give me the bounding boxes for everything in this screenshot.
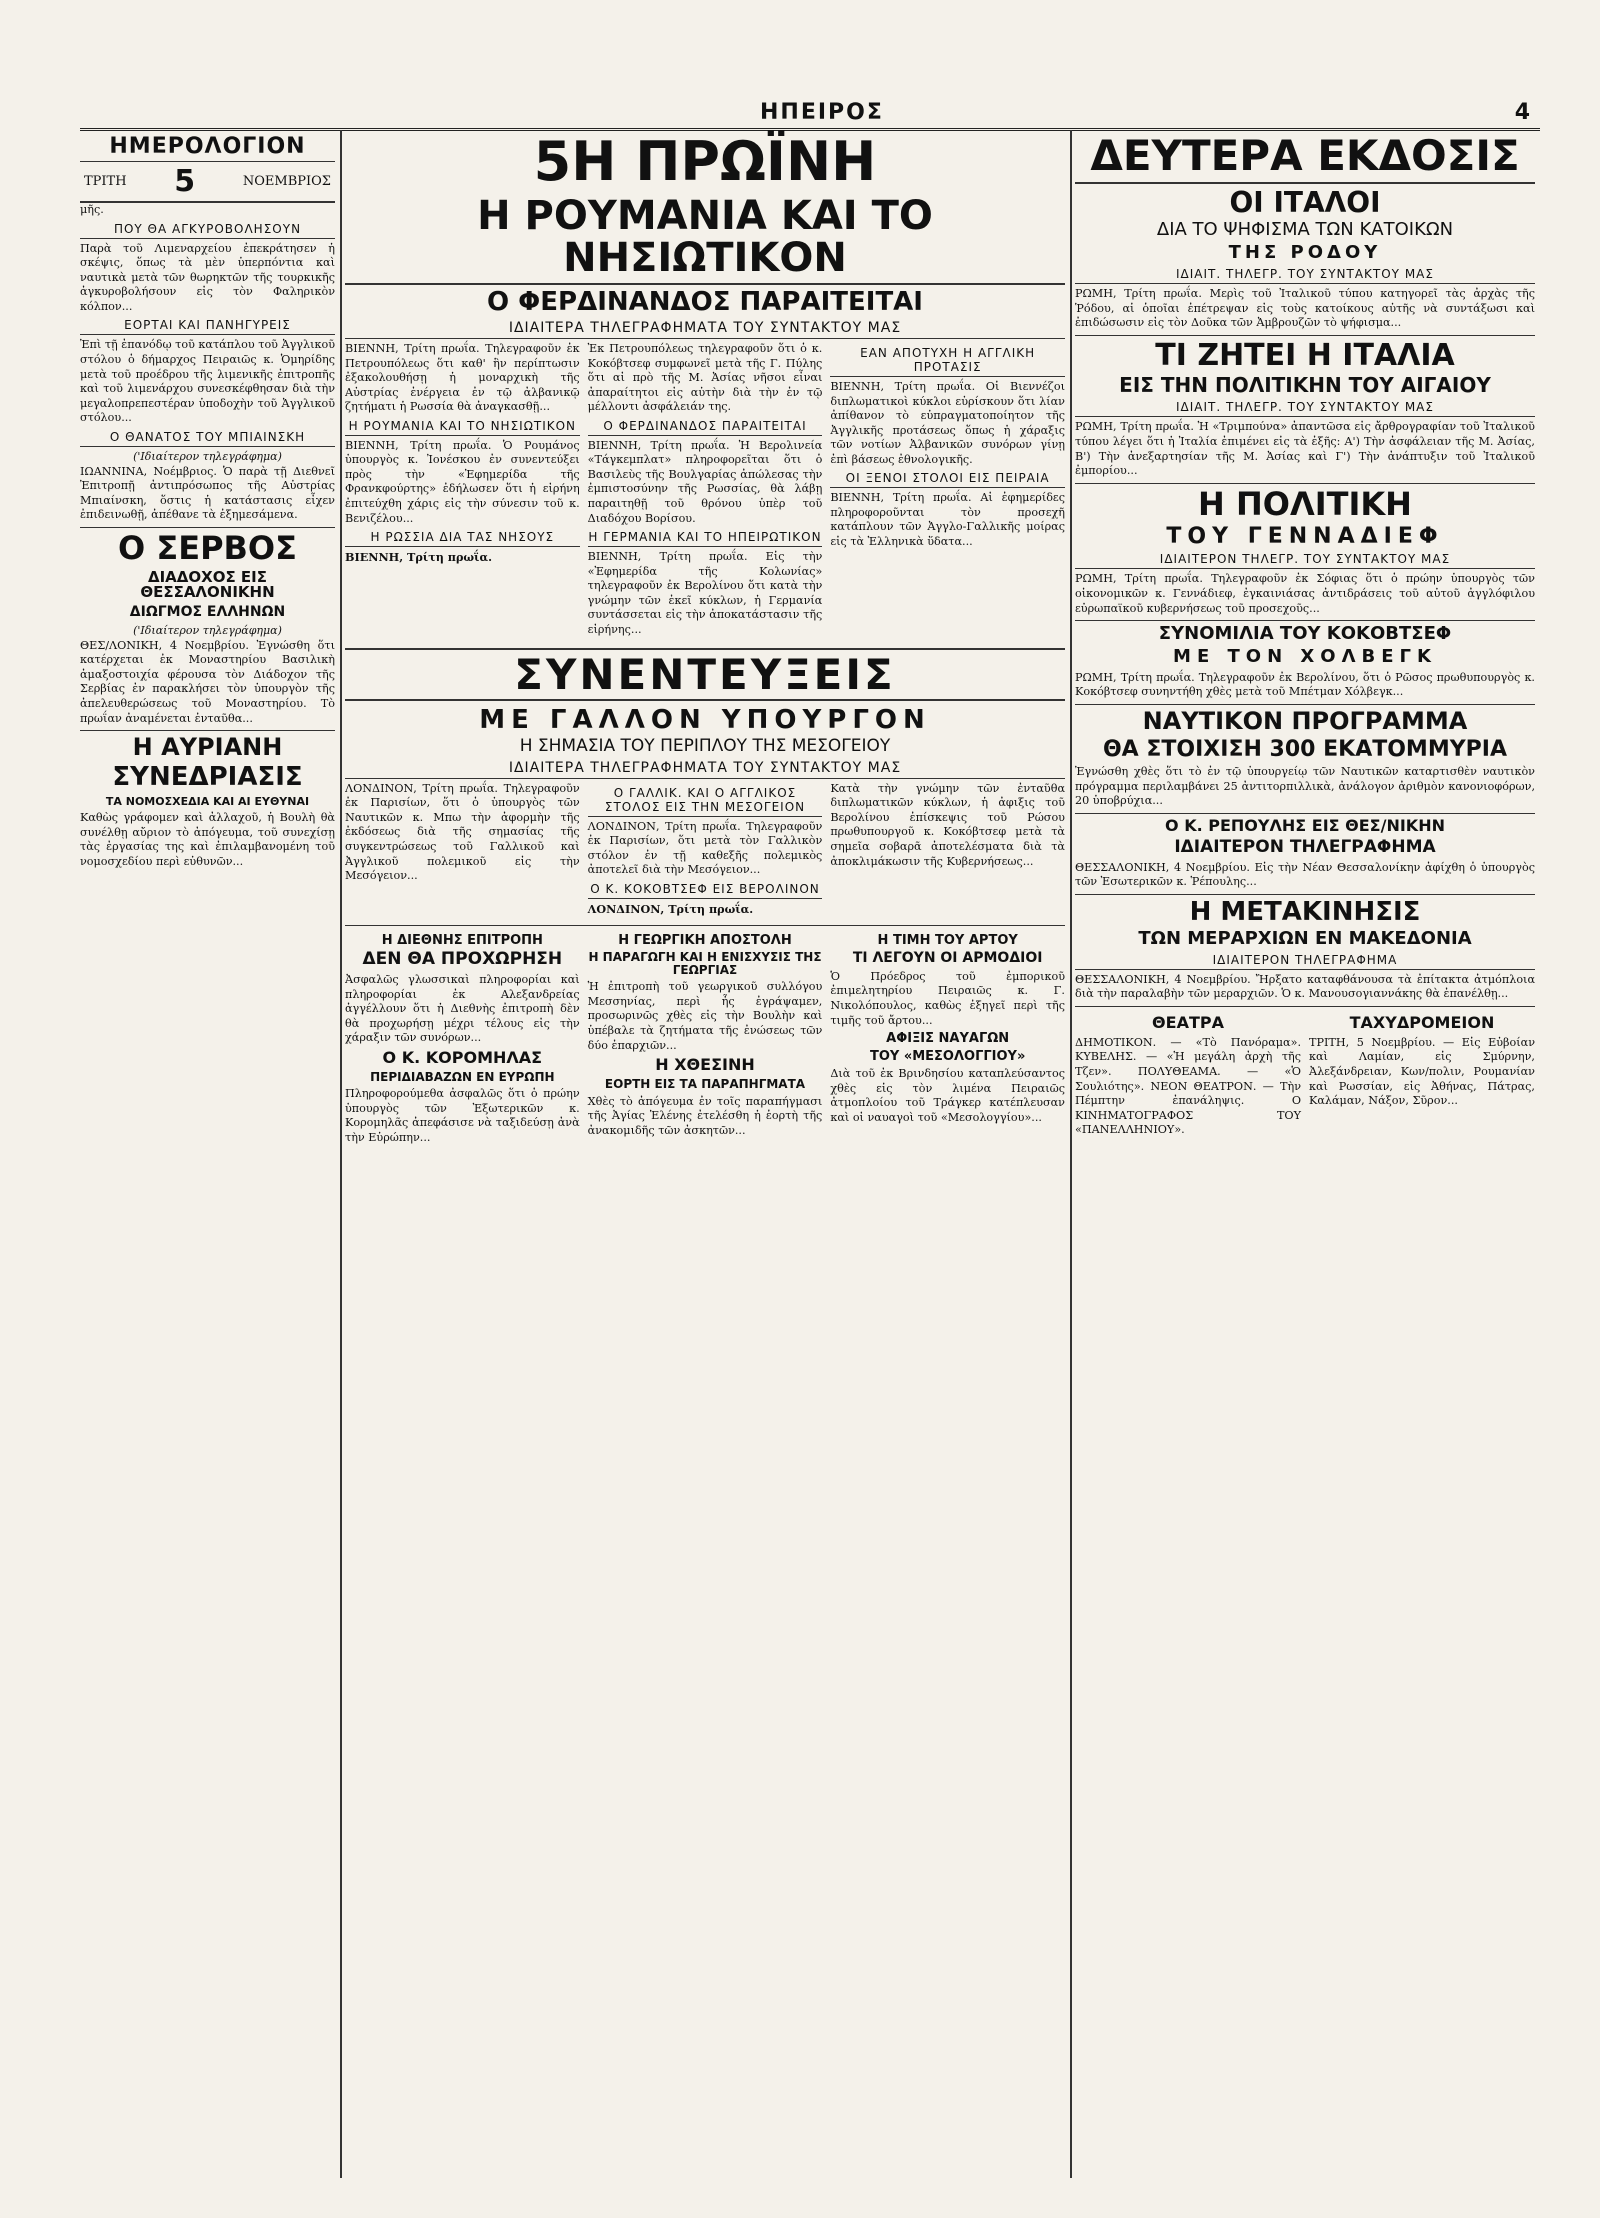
headline: Ο Κ. ΡΕΠΟΥΛΗΣ ΕΙΣ ΘΕΣ/ΝΙΚΗΝ xyxy=(1165,815,1445,835)
subheadline: ΔΙΑΔΟΧΟΣ ΕΙΣ ΘΕΣΣΑΛΟΝΙΚΗΝ xyxy=(140,567,275,602)
article-text: ΡΩΜΗ, Τρίτη πρωΐα. Τηλεγραφοῦν ἐκ Βερολίνου, ὅτι ὁ Ρῶσος πρωθυπουργὸς κ. Κοκόβτσεφ συνηντήθη χθὲς μετὰ τοῦ Μπέτμαν Χόλβεγκ... xyxy=(1075,670,1535,699)
article-text: ΘΕΣΣΑΛΟΝΙΚΗ, 4 Νοεμβρίου. Ἤρξατο καταφθάνουσα τὰ ἐπίτακτα ἀτμόπλοια διὰ τὴν παραλαβὴν τῶν μεραρχιῶν. Ὁ κ. Μανουσογιαννάκης θὰ ἐπανέλθῃ... xyxy=(1075,972,1535,1001)
subheadline: ΤΗΣ ΡΟΔΟΥ xyxy=(1228,242,1382,264)
page-number: 4 xyxy=(1514,100,1530,125)
article-text: ΒΙΕΝΝΗ, Τρίτη πρωΐα. Τηλεγραφοῦν ἐκ Πετρουπόλεως ὅτι καθ' ἣν περίπτωσιν ἐξακολουθήσῃ ἡ μοναρχικὴ τῆς Αὐστρίας ἐνέργεια ἐν τῷ ἀλβανικῷ ζητήματι ἡ Ρωσσία θὰ ἀναγκασθῇ... xyxy=(345,341,580,414)
article-text: Παρὰ τοῦ Λιμεναρχείου ἐπεκράτησεν ἡ σκέψις, ὅπως τὰ μὲν ὑπερπόντια καὶ ναυτικὰ μετὰ τῶν θωρηκτῶν τῆς τουρκικῆς ἀγκυροβολήσουν εἰς τὸν Φαληρικὸν κόλπον... xyxy=(80,241,335,313)
telegram-note: ('Ιδιαίτερον τηλεγράφημα) xyxy=(133,623,282,637)
calendar-day: 5 xyxy=(174,164,196,199)
article-text: ΒΙΕΝΝΗ, Τρίτη πρωΐα. Οἱ Βιεννέζοι διπλωματικοὶ κύκλοι εὑρίσκουν ὅτι λίαν ἀπίθανον τὸ εὐπραγματοποίητον τῆς Ἀγγλικῆς προτάσεως ὅπως ἡ χάραξις τῶν νοτίων Ἀλβανικῶν συνόρων γίνῃ ἐπὶ βάσεως ἐθνολογικῆς. xyxy=(830,379,1065,466)
column-rule xyxy=(340,130,342,2178)
calendar-month: ΝΟΕΜΒΡΙΟΣ xyxy=(242,174,331,189)
article-text: ΛΟΝΔΙΝΟΝ, Τρίτη πρωΐα. Τηλεγραφοῦν ἐκ Παρισίων, ὅτι ὁ ὑπουργὸς τῶν Ναυτικῶν κ. Μπω τὴν ἀφορμὴν τῆς ἐκδόσεως διὰ τῆς σημασίας τῆς συγκεντρώσεως τοῦ Γαλλικοῦ καὶ Ἀγγλικοῦ πολεμικοῦ εἰς τὴν Μεσόγειον... xyxy=(345,781,580,883)
headline: Ο Κ. ΚΟΡΟΜΗΛΑΣ xyxy=(382,1047,543,1067)
headline: Η ΜΕΤΑΚΙΝΗΣΙΣ xyxy=(1189,896,1421,927)
notices-columns xyxy=(1075,1011,1535,1142)
right-column xyxy=(1075,130,1535,2178)
article-text: Πληροφορούμεθα ἀσφαλῶς ὅτι ὁ πρώην ὑπουργὸς τῶν Ἐξωτερικῶν κ. Κορομηλᾶς ἀπεφάσισε νὰ ταξιδεύσῃ ἀνὰ τὴν Εὐρώπην... xyxy=(345,1087,580,1144)
article-text: Κατὰ τὴν γνώμην τῶν ἐνταῦθα διπλωματικῶν κύκλων, ἡ ἀφιξις τοῦ Βερολίνου ἐπίσκεψις τοῦ Ρώσου πρωθυπουργοῦ κ. Κοκόβτσεφ μετὰ τὰ σημεῖα σοβαρᾶ ἀποτελέσματα διὰ τὰ ἀποκλιμάκωσιν τῆς Κυβερνήσεως... xyxy=(830,781,1065,868)
section-title: ΕΑΝ ΑΠΟΤΥΧΗ Η ΑΓΓΛΙΚΗ ΠΡΟΤΑΣΙΣ xyxy=(830,346,1065,377)
article-text: Χθὲς τὸ ἀπόγευμα ἐν τοῖς παραπήγμασι τῆς Ἀγίας Ἑλένης ἐτελέσθη ἡ ἑορτὴ τῆς ἀνακομιδῆς τῶν ἀσκητῶν... xyxy=(587,1094,823,1137)
article-text: ΛΟΝΔΙΝΟΝ, Τρίτη πρωΐα. Τηλεγραφοῦν ἐκ Παρισίων, ὅτι μετὰ τὸν Γαλλικὸν στόλον ἐν τῇ καθεξῆς πολεμικὸς ἀποτελεῖ διὰ τὴν Μεσόγειον... xyxy=(587,819,823,877)
article-text: ΡΩΜΗ, Τρίτη πρωΐα. Μερὶς τοῦ Ἰταλικοῦ τύπου κατηγορεῖ τὰς ἀρχὰς τῆς Ῥόδου, αἱ ὁποῖαι ἐπέτρεψαν εἰς τοὺς κατοίκους αὐτῆς νὰ συντάξωσι καὶ ἐπιδώσωσιν εἰς τὸν Δοῦκα τῶν Ἀμβρουζῶν τὸ ψήφισμα... xyxy=(1075,287,1535,330)
telegram-columns xyxy=(345,342,1065,642)
telegram-label: ΙΔΙΑΙΤΕΡΟΝ ΤΗΛΕΓΡ. ΤΟΥ ΣΥΝΤΑΚΤΟΥ ΜΑΣ xyxy=(1075,552,1535,569)
headline: Η ΡΟΥΜΑΝΙΑ ΚΑΙ ΤΟ ΝΗΣΙΩΤΙΚΟΝ xyxy=(345,195,1065,285)
article-text: Ὁ Πρόεδρος τοῦ ἐμπορικοῦ ἐπιμελητηρίου Πειραιῶς κ. Γ. Νικολόπουλος, καθὼς ἐξηγεῖ περὶ τῆς τιμῆς τοῦ ἄρτου... xyxy=(830,969,1065,1027)
headline: Η ΔΙΕΘΝΗΣ ΕΠΙΤΡΟΠΗ xyxy=(381,932,543,948)
article-text: ΒΙΕΝΝΗ, Τρίτη πρωΐα. Ὁ Ρουμάνος ὑπουργὸς κ. Ἰονέσκου ἐν συνεντεύξει πρὸς τὴν «Ἐφημερίδα τῆς Φρανκφούρτης» ἐδήλωσεν ὅτι ἡ εἰρήνη ἐπιτεύχθη χάρις εἰς τὴν σύνεσιν τοῦ κ. Βενιζέλου... xyxy=(345,438,580,525)
subheadline: ΕΙΣ ΤΗΝ ΠΟΛΙΤΙΚΗΝ ΤΟΥ ΑΙΓΑΙΟΥ xyxy=(1119,373,1491,398)
section-title: Ο ΓΑΛΛΙΚ. ΚΑΙ Ο ΑΓΓΛΙΚΟΣ ΣΤΟΛΟΣ ΕΙΣ ΤΗΝ ΜΕΣΟΓΕΙΟΝ xyxy=(588,786,823,817)
headline: Η ΠΟΛΙΤΙΚΗ xyxy=(1198,484,1412,523)
subheadline: Η ΠΑΡΑΓΩΓΗ ΚΑΙ Η ΕΝΙΣΧΥΣΙΣ ΤΗΣ ΓΕΩΡΓΙΑΣ xyxy=(588,950,822,977)
interview-columns xyxy=(345,782,1065,921)
telegram-note: ('Ιδιαίτερον τηλεγράφημα) xyxy=(133,449,282,463)
subheadline: ΘΑ ΣΤΟΙΧΙΣΗ 300 ΕΚΑΤΟΜΜΥΡΙΑ xyxy=(1102,737,1507,763)
headline: ΣΥΝΕΔΡΙΑΣΙΣ xyxy=(112,762,303,793)
subheadline: Ο ΦΕΡΔΙΝΑΝΔΟΣ ΠΑΡΑΙΤΕΙΤΑΙ xyxy=(487,286,923,317)
headline: ΣΥΝΟΜΙΛΙΑ ΤΟΥ ΚΟΚΟΒΤΣΕΦ xyxy=(1158,623,1452,645)
article-text: ΘΕΣ/ΛΟΝΙΚΗ, 4 Νοεμβρίου. Ἐγνώσθη ὅτι κατέρχεται ἐκ Μοναστηρίου Βασιλικὴ ἀμαξοστοιχία φέρουσα τὸν Διάδοχον τῆς Σερβίας ἐν παρακλήσει τὸν ὑπουργὸν τῆς ἀπελευθερώσεως τοῦ Μοναστηρίου. Τὸ πρωΐαν ἀναμένεται ἐνταῦθα... xyxy=(80,638,335,725)
post-title: ΤΑΧΥΔΡΟΜΕΙΟΝ xyxy=(1349,1013,1495,1033)
headline: Η ΧΘΕΣΙΝΗ xyxy=(655,1055,755,1075)
center-column xyxy=(345,130,1065,2178)
article-text: Ἐπὶ τῇ ἐπανόδῳ τοῦ κατάπλου τοῦ Ἀγγλικοῦ στόλου ὁ δήμαρχος Πειραιῶς κ. Ὁμηρίδης μετὰ τοῦ προέδρου τῆς λιμενικῆς ἐπιτροπῆς καὶ τοῦ λιμενάρχου συνεσκέφθησαν διὰ τὴν μεγαλοπρεπεστέραν ὑποδοχὴν τοῦ Ἀγγλικοῦ στόλου... xyxy=(80,338,335,425)
article-text: ΒΙΕΝΝΗ, Τρίτη πρωΐα. Εἰς τὴν «Ἐφημερίδα τῆς Κολωνίας» τηλεγραφοῦν ἐκ Βερολίνου ὅτι κατὰ τὴν γνώμην τῶν ἐκεῖ κύκλων, ἡ Γερμανία συντάσσεται εἰς τὴν ἀποκατάστασιν τῆς εἰρήνης... xyxy=(587,550,823,636)
newspaper-name: ΗΠΕΙΡΟΣ xyxy=(760,100,884,125)
calendar-weekday: ΤΡΙΤΗ xyxy=(84,174,127,189)
subheadline: ΕΟΡΤΗ ΕΙΣ ΤΑ ΠΑΡΑΠΗΓΜΑΤΑ xyxy=(604,1076,806,1091)
subheadline: ΤΙ ΛΕΓΟΥΝ ΟΙ ΑΡΜΟΔΙΟΙ xyxy=(852,950,1043,967)
article-text: ΘΕΣΣΑΛΟΝΙΚΗ, 4 Νοεμβρίου. Εἰς τὴν Νέαν Θεσσαλονίκην ἀφίχθη ὁ ὑπουργὸς τῶν Ἐσωτερικῶν κ. Ῥέπουλης... xyxy=(1075,860,1535,889)
headline: Η ΓΕΩΡΓΙΚΗ ΑΠΟΣΤΟΛΗ xyxy=(618,932,792,948)
edition-banner: 5Η ΠΡΩΪΝΗ xyxy=(533,130,877,193)
subheadline: ΤΑ ΝΟΜΟΣΧΕΔΙΑ ΚΑΙ ΑΙ ΕΥΘΥΝΑΙ xyxy=(105,794,310,808)
subheadline: ΤΩΝ ΜΕΡΑΡΧΙΩΝ ΕΝ ΜΑΚΕΔΟΝΙΑ xyxy=(1138,928,1472,950)
section-title: ΟΙ ΞΕΝΟΙ ΣΤΟΛΟΙ ΕΙΣ ΠΕΙΡΑΙΑ xyxy=(830,471,1065,488)
headline: Η ΑΥΡΙΑΝΗ xyxy=(132,733,283,762)
subheadline: Η ΣΗΜΑΣΙΑ ΤΟΥ ΠΕΡΙΠΛΟΥ ΤΗΣ ΜΕΣΟΓΕΙΟΥ xyxy=(519,735,891,756)
left-column xyxy=(80,130,335,2178)
section-title: Η ΡΟΥΜΑΝΙΑ ΚΑΙ ΤΟ ΝΗΣΙΩΤΙΚΟΝ xyxy=(345,419,580,436)
article-text: Ἐκ Πετρουπόλεως τηλεγραφοῦν ὅτι ὁ κ. Κοκόβτσεφ συμφωνεῖ μετὰ τῆς Γ. Πύλης ὅτι αἱ πρὸ τῆς Μ. Ἀσίας νῆσοι εἶναι ἀπαραίτητοι εἰς αὐτὴν διὰ τὴν ἐν τῷ μέλλοντι ἀσφάλειάν της. xyxy=(587,341,823,414)
subheadline: ΔΙΑ ΤΟ ΨΗΦΙΣΜΑ ΤΩΝ ΚΑΤΟΙΚΩΝ xyxy=(1156,219,1454,241)
subheadline: ΠΕΡΙΔΙΑΒΑΖΩΝ ΕΝ ΕΥΡΩΠΗ xyxy=(370,1069,555,1084)
article-text: Καθὼς γράφομεν καὶ ἀλλαχοῦ, ἡ Βουλὴ θὰ συνέλθῃ αὔριον τὸ ἀπόγευμα, τοῦ συνεχίσῃ τὰς ἐργασίας της καὶ ἐπιλαμβανομένη τοῦ νομοσχεδίου περὶ εὐθυνῶν... xyxy=(80,811,335,868)
telegram-label: ΙΔΙΑΙΤΕΡΑ ΤΗΛΕΓΡΑΦΗΜΑΤΑ ΤΟΥ ΣΥΝΤΑΚΤΟΥ ΜΑΣ xyxy=(345,320,1065,339)
article-text: Ἐγνώσθη χθὲς ὅτι τὸ ἐν τῷ ὑπουργείῳ τῶν Ναυτικῶν καταρτισθὲν ναυτικὸν πρόγραμμα περιλαμβάνει 25 ἀντιτορπιλλικὰ, ἀνάλογον ἀριθμὸν κανονιοφόρων, 20 ὑποβρύχια... xyxy=(1075,765,1535,808)
subheadline: ΤΟΥ ΓΕΝΝΑΔΙΕΦ xyxy=(1166,524,1444,550)
article-text: Ἡ ἐπιτροπὴ τοῦ γεωργικοῦ συλλόγου Μεσσηνίας, περὶ ἧς ἐγράψαμεν, προσωρινῶς χθὲς εἰς τὴν Βουλὴν καὶ ὑπέβαλε τὰ ζητήματα τῆς ἐνώσεως τῶν δύο ἐπαρχιῶν... xyxy=(587,980,823,1052)
article-text: ΡΩΜΗ, Τρίτη πρωΐα. Τηλεγραφοῦν ἐκ Σόφιας ὅτι ὁ πρώην ὑπουργὸς τῶν οἰκονομικῶν κ. Γεννάδιεφ, ἐγκαινιάσας ἀντιδράσεις τοῦ αὐτοῦ ἀγγλόφιλου εὐρωπαϊκοῦ κυβερνήσεως τοῦ προσεχοῦς... xyxy=(1075,572,1535,615)
headline: ΟΙ ΙΤΑΛΟΙ xyxy=(1229,186,1381,220)
article-text: ΛΟΝΔΙΝΟΝ, Τρίτη πρωΐα. xyxy=(587,901,754,916)
column-rule xyxy=(1070,130,1072,2178)
subheadline: ΤΟΥ «ΜΕΣΟΛΟΓΓΙΟΥ» xyxy=(869,1048,1026,1064)
article-text: μῆς. xyxy=(80,203,104,216)
section-title: ΕΟΡΤΑΙ ΚΑΙ ΠΑΝΗΓΥΡΕΙΣ xyxy=(80,318,335,335)
subheadline: ΜΕ ΓΑΛΛΟΝ ΥΠΟΥΡΓΟΝ xyxy=(479,704,931,735)
headline: ΣΥΝΕΝΤΕΥΞΕΙΣ xyxy=(345,648,1065,701)
section-title: Ο ΦΕΡΔΙΝΑΝΔΟΣ ΠΑΡΑΙΤΕΙΤΑΙ xyxy=(588,419,823,436)
masthead xyxy=(80,100,1540,131)
article-text: Ἀσφαλῶς γλωσσικαὶ πληροφορίαι καὶ πληροφορίαι ἐκ Αλεξανδρείας ἀγγέλλουν ὅτι ἡ Διεθνὴς ἐπιτροπὴ δὲν θὰ προχωρήσῃ μέχρι τέλους εἰς τὴν χάραξιν τῶν συνόρων... xyxy=(345,972,580,1045)
headline: Η ΤΙΜΗ ΤΟΥ ΑΡΤΟΥ xyxy=(877,932,1018,948)
lower-columns xyxy=(345,930,1065,1150)
headline: ΝΑΥΤΙΚΟΝ ΠΡΟΓΡΑΜΜΑ xyxy=(1142,706,1468,735)
section-title: Ο Κ. ΚΟΚΟΒΤΣΕΦ ΕΙΣ ΒΕΡΟΛΙΝΟΝ xyxy=(588,882,823,899)
article-text: ΡΩΜΗ, Τρίτη πρωΐα. Ἡ «Τριμπούνα» ἀπαντῶσα εἰς ἄρθρογραφίαν τοῦ Ἰταλικοῦ τύπου λέγει ὅτι ἡ Ἰταλία ἐπιμένει εἰς τὰ ἐξῆς: Α') Τὴν ἀσφάλειαν τῆς Μ. Ἀσίας, Β') Τὴν ἀνεξαρτησίαν τῆς Μ. Ἀσίας καὶ Γ') Τὴν ἀνάπτυξιν τοῦ Ἰταλικοῦ ἐμπορίου... xyxy=(1075,420,1535,478)
post-listing: ΤΡΙΤΗ, 5 Νοεμβρίου. — Εἰς Εὐβοίαν καὶ Λαμίαν, εἰς Σμύρνην, Ἀλεξάνδρειαν, Κων/πολιν, Ρουμανίαν καὶ Ρωσσίαν, εἰς Ἀθήνας, Πάτρας, Καλάμαν, Νάξον, Σῦρον... xyxy=(1309,1035,1535,1108)
telegram-label: ΙΔΙΑΙΤΕΡΟΝ ΤΗΛΕΓΡΑΦΗΜΑ xyxy=(1075,953,1535,970)
theatre-listing: ΔΗΜΟΤΙΚΟΝ. — «Τὸ Πανόραμα». ΚΥΒΕΛΗΣ. — «Ἡ μεγάλη ἀρχὴ τῆς Τζεν». ΠΟΛΥΘΕΑΜΑ. — «Ὁ Σουλιότης». ΝΕΟΝ ΘΕΑΤΡΟΝ. — Τὴν Πέμπτην ἐπανάληψις. Ο ΚΙΝΗΜΑΤΟΓΡΑΦΟΣ ΤΟΥ «ΠΑΝΕΛΛΗΝΙΟΥ». xyxy=(1075,1035,1301,1137)
headline: ΑΦΙΞΙΣ ΝΑΥΑΓΩΝ xyxy=(886,1031,1010,1047)
subheadline: ΔΙΩΓΜΟΣ ΕΛΛΗΝΩΝ xyxy=(129,604,286,621)
article-text: ΒΙΕΝΝΗ, Τρίτη πρωΐα. Ἡ Βερολινεία «Τάγκεμπλατ» πληροφορεῖται ὅτι ὁ Βασιλεὺς τῆς Βουλγαρίας ἀπώλεσας τὴν ἐμπιστοσύνην τῆς Ρωσσίας, θὰ λάβῃ παραιτηθῇ τοῦ θρόνου ὑπὲρ τοῦ Διαδόχου Βορίσου. xyxy=(587,438,823,525)
article-text: ΒΙΕΝΝΗ, Τρίτη πρωΐα. xyxy=(345,550,492,565)
subheadline: ΔΕΝ ΘΑ ΠΡΟΧΩΡΗΣΗ xyxy=(362,949,563,970)
article-text: ΙΩΑΝΝΙΝΑ, Νοέμβριος. Ὁ παρὰ τῇ Διεθνεῖ Ἐπιτροπῇ ἀντιπρόσωπος τῆς Αὐστρίας Μπιαίνσκη, ὅστις ἡ κατάστασις εἶχεν ἐπιδεινωθῇ, ἀπέθανε τὰ ἐξημεσάμενα. xyxy=(80,464,335,522)
section-title: Ο ΘΑΝΑΤΟΣ ΤΟΥ ΜΠΙΑΙΝΣΚΗ xyxy=(80,430,335,447)
theatre-title: ΘΕΑΤΡΑ xyxy=(1152,1013,1224,1033)
subheadline: ΜΕ ΤΟΝ ΧΟΛΒΕΓΚ xyxy=(1173,645,1437,667)
telegram-label: ΙΔΙΑΙΤΕΡΑ ΤΗΛΕΓΡΑΦΗΜΑΤΑ ΤΟΥ ΣΥΝΤΑΚΤΟΥ ΜΑΣ xyxy=(345,760,1065,779)
telegram-label: ΙΔΙΑΙΤ. ΤΗΛΕΓΡ. ΤΟΥ ΣΥΝΤΑΚΤΟΥ ΜΑΣ xyxy=(1075,400,1535,417)
article-text: ΒΙΕΝΝΗ, Τρίτη πρωΐα. Αἱ ἐφημερίδες πληροφοροῦνται τὸν προσεχῆ κατάπλουν τῶν Ἀγγλο-Γαλλικῆς μοίρας εἰς τὰ Ἑλληνικὰ ὕδατα... xyxy=(830,491,1065,549)
calendar-date xyxy=(80,161,335,203)
telegram-label: ΙΔΙΑΙΤ. ΤΗΛΕΓΡ. ΤΟΥ ΣΥΝΤΑΚΤΟΥ ΜΑΣ xyxy=(1075,267,1535,284)
edition-banner: ΔΕΥΤΕΡΑ ΕΚΔΟΣΙΣ xyxy=(1075,134,1535,184)
calendar-title: ΗΜΕΡΟΛΟΓΙΟΝ xyxy=(109,134,306,159)
article-text: Διὰ τοῦ ἐκ Βρινδησίου καταπλεύσαντος χθὲς εἰς τὸν λιμένα Πειραιῶς ἀτμοπλοίου τοῦ Τράγκερ κατέπλευσαν καὶ οἱ ναυαγοὶ τοῦ «Μεσολογγίου»... xyxy=(830,1067,1065,1125)
headline: Ο ΣΕΡΒΟΣ xyxy=(118,529,297,567)
headline: ΤΙ ΖΗΤΕΙ Η ΙΤΑΛΙΑ xyxy=(1155,337,1455,373)
section-title: Η ΓΕΡΜΑΝΙΑ ΚΑΙ ΤΟ ΗΠΕΙΡΩΤΙΚΟΝ xyxy=(588,530,823,547)
section-title: ΠΟΥ ΘΑ ΑΓΚΥΡΟΒΟΛΗΣΟΥΝ xyxy=(80,222,335,239)
section-title: Η ΡΩΣΣΙΑ ΔΙΑ ΤΑΣ ΝΗΣΟΥΣ xyxy=(345,530,580,547)
subheadline: ΙΔΙΑΙΤΕΡΟΝ ΤΗΛΕΓΡΑΦΗΜΑ xyxy=(1174,836,1436,857)
